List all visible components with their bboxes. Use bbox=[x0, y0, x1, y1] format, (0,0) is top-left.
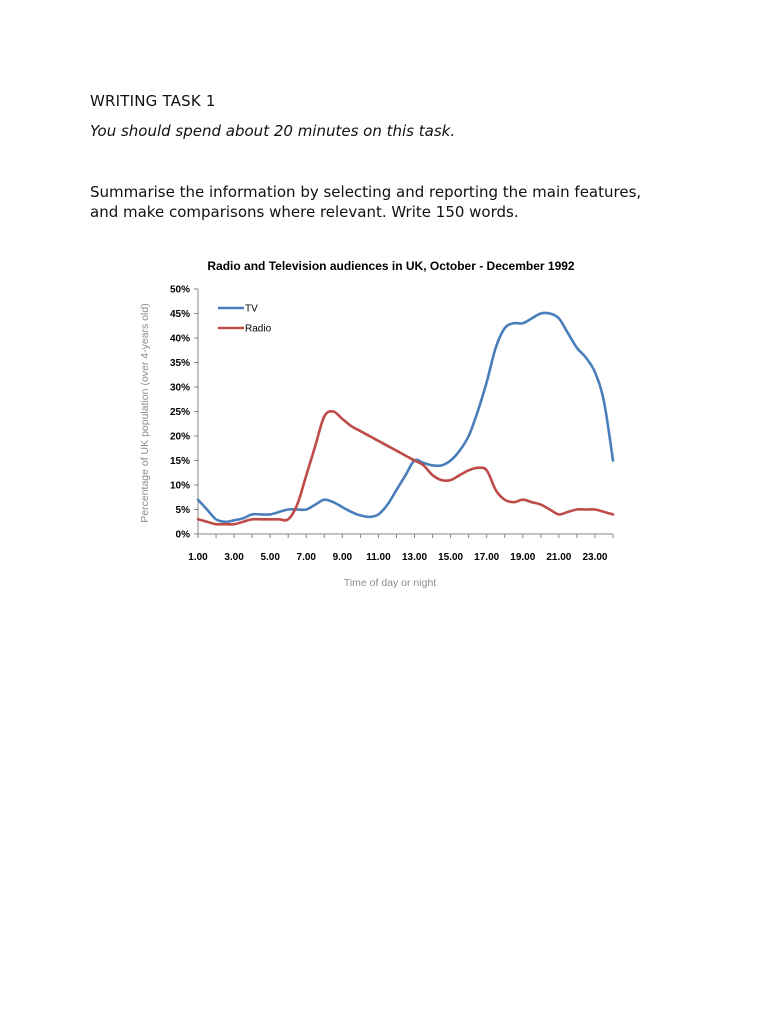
series-line-radio bbox=[198, 411, 613, 524]
line-chart bbox=[130, 248, 630, 598]
task-instructions bbox=[90, 182, 690, 222]
legend-label-tv: TV bbox=[245, 303, 258, 315]
y-axis-label: Percentage of UK population (over 4-years old) bbox=[139, 303, 151, 523]
y-tick-labels bbox=[170, 285, 190, 541]
x-tick-label: 5.00 bbox=[260, 552, 280, 563]
y-tick-label: 35% bbox=[169, 358, 190, 369]
y-tick-label: 25% bbox=[169, 407, 190, 418]
y-tick-label: 10% bbox=[169, 480, 190, 492]
x-tick-label: 15.00 bbox=[438, 552, 464, 563]
task-heading: WRITING TASK 1 bbox=[90, 92, 216, 110]
x-tick-label: 1.00 bbox=[188, 552, 208, 563]
y-tick-label: 15% bbox=[169, 456, 190, 467]
legend-label-radio: Radio bbox=[245, 323, 272, 335]
x-tick-label: 9.00 bbox=[332, 552, 353, 563]
y-tick-label: 40% bbox=[169, 333, 190, 345]
x-tick-label: 17.00 bbox=[474, 552, 500, 563]
time-note: You should spend about 20 minutes on this task. bbox=[90, 122, 456, 140]
x-tick-label: 23.00 bbox=[582, 552, 608, 563]
x-axis-label: Time of day or night bbox=[343, 577, 437, 589]
x-tick-label: 19.00 bbox=[510, 552, 536, 563]
instruction-line-2: and make comparisons where relevant. Write 150 words. bbox=[90, 203, 519, 221]
x-tick-label: 13.00 bbox=[402, 552, 428, 563]
chart-title: Radio and Television audiences in UK, October - December 1992 bbox=[207, 259, 575, 273]
y-tick-label: 30% bbox=[169, 382, 190, 394]
series-line-tv bbox=[198, 313, 613, 522]
y-tick-label: 45% bbox=[169, 309, 190, 320]
x-tick-labels bbox=[188, 552, 608, 563]
x-tick-label: 21.00 bbox=[546, 552, 572, 563]
instruction-line-1: Summarise the information by selecting and reporting the main features, bbox=[90, 183, 642, 201]
y-tick-label: 5% bbox=[175, 505, 190, 516]
y-tick-label: 20% bbox=[169, 431, 190, 443]
y-tick-label: 50% bbox=[169, 284, 190, 296]
y-tick-label: 0% bbox=[175, 529, 190, 541]
legend bbox=[218, 304, 272, 335]
x-tick-label: 3.00 bbox=[224, 552, 244, 563]
series-lines bbox=[198, 313, 613, 524]
x-tick-label: 11.00 bbox=[366, 552, 391, 563]
x-tick-label: 7.00 bbox=[296, 552, 316, 563]
